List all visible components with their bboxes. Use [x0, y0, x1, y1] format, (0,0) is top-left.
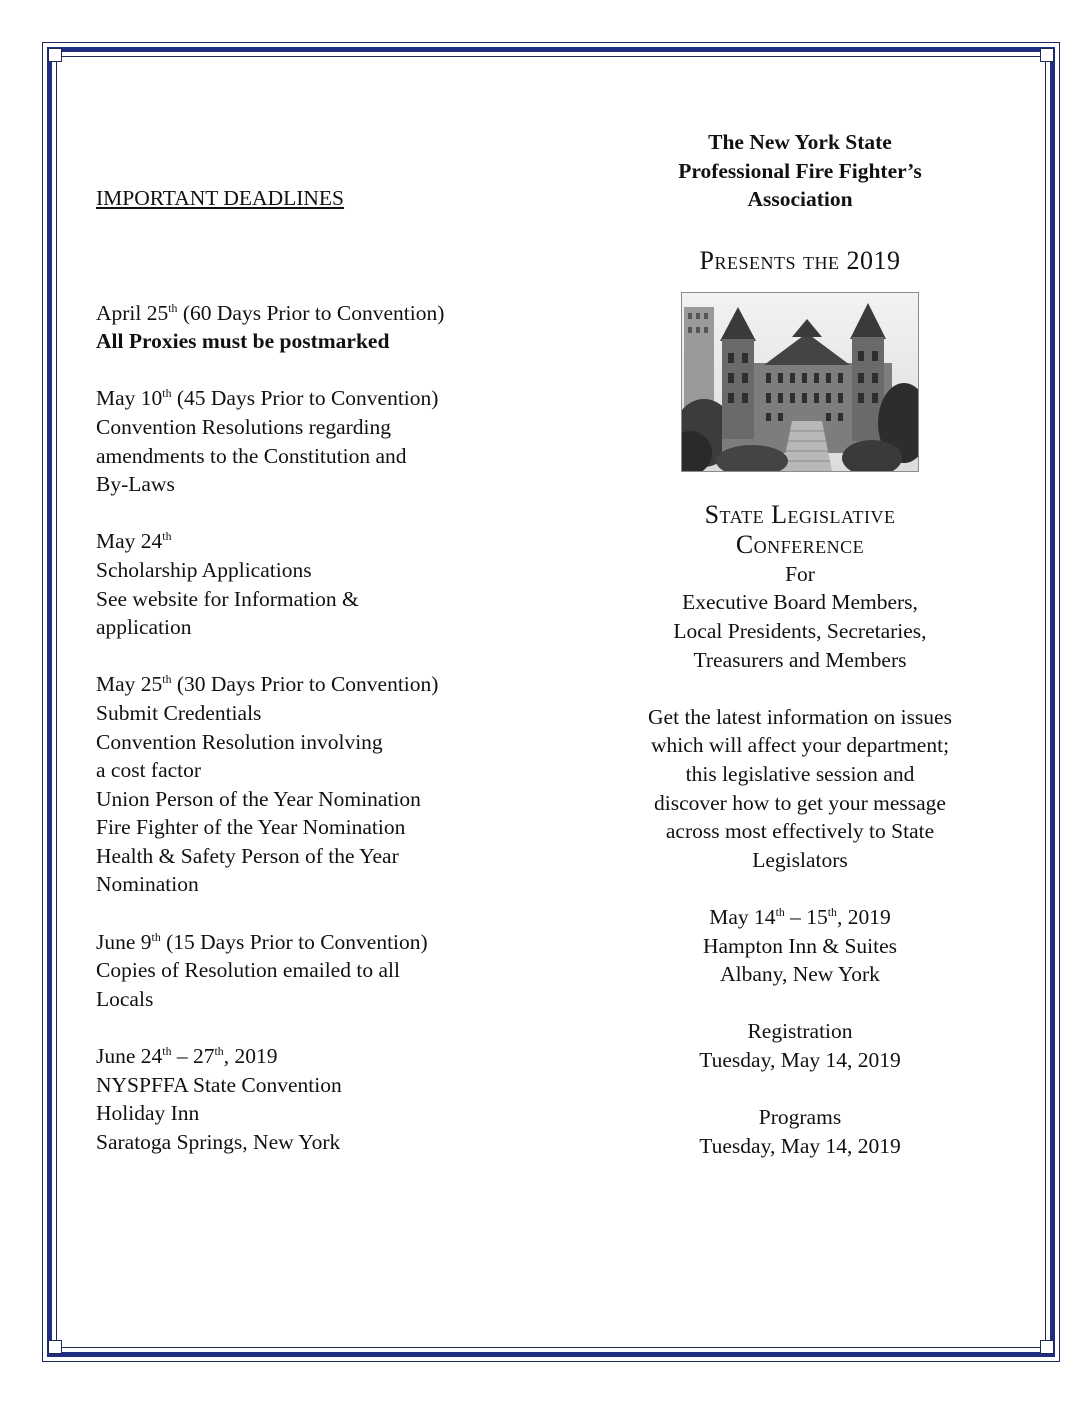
description-line: which will affect your department;	[650, 733, 950, 758]
convention-date: June 24th – 27th, 2019	[96, 1043, 278, 1069]
event-date: May 14th – 15th, 2019	[709, 904, 891, 929]
deadline-item	[96, 928, 566, 1014]
deadline-line: Union Person of the Year Nomination	[96, 786, 421, 811]
description-line: discover how to get your message	[654, 790, 946, 815]
deadline-line: Submit Credentials	[96, 700, 262, 725]
convention-line: Saratoga Springs, New York	[96, 1129, 341, 1154]
deadline-line: Locals	[96, 986, 154, 1011]
audience-line: Treasurers and Members	[693, 647, 907, 672]
programs-label: Programs	[758, 1105, 842, 1130]
deadline-line: Copies of Resolution emailed to all	[96, 958, 400, 983]
registration-date: Tuesday, May 14, 2019	[699, 1047, 901, 1072]
conference-title-line: Conference	[735, 529, 865, 559]
programs-info	[600, 1103, 1000, 1160]
org-title-line: The New York State	[708, 130, 892, 154]
deadline-item	[96, 670, 566, 899]
presents-heading: Presents the 2019	[699, 245, 901, 275]
programs-date: Tuesday, May 14, 2019	[699, 1133, 901, 1158]
deadline-date: April 25th (60 Days Prior to Convention)	[96, 300, 445, 325]
org-title	[600, 128, 1000, 214]
deadline-line: Health & Safety Person of the Year	[96, 843, 399, 868]
border-corner	[48, 1340, 62, 1354]
audience	[600, 560, 1000, 674]
conference-title-line: State Legislative	[704, 499, 896, 529]
deadline-line: Nomination	[96, 872, 199, 897]
event-venue: Hampton Inn & Suites	[702, 933, 898, 958]
deadline-date: May 25th (30 Days Prior to Convention)	[96, 672, 439, 697]
border-corner	[1040, 48, 1054, 62]
deadline-item	[96, 384, 566, 498]
deadline-date: May 24th	[96, 529, 172, 554]
deadline-line: Scholarship Applications	[96, 557, 312, 582]
deadline-date: June 9th (15 Days Prior to Convention)	[96, 929, 428, 954]
border-corner	[48, 48, 62, 62]
border-corner	[1040, 1340, 1054, 1354]
deadline-line: By-Laws	[96, 472, 175, 497]
description-line: this legislative session and	[685, 761, 915, 786]
conference-column	[600, 128, 1000, 1160]
audience-line: For	[785, 561, 815, 586]
event-info	[600, 903, 1000, 989]
event-city: Albany, New York	[720, 962, 880, 987]
registration-info	[600, 1017, 1000, 1074]
deadlines-column	[96, 184, 566, 1185]
deadline-bold-line: All Proxies must be postmarked	[96, 329, 390, 354]
org-title-line: Association	[747, 187, 853, 212]
deadline-item	[96, 527, 566, 641]
registration-label: Registration	[747, 1019, 853, 1044]
conference-title	[600, 500, 1000, 560]
org-title-line: Professional Fire Fighter’s	[678, 158, 922, 183]
description	[600, 703, 1000, 875]
audience-line: Local Presidents, Secretaries,	[673, 618, 927, 643]
convention-info	[96, 1042, 566, 1156]
deadline-line: Fire Fighter of the Year Nomination	[96, 815, 406, 840]
convention-line: NYSPFFA State Convention	[96, 1072, 342, 1097]
deadline-line: application	[96, 615, 192, 640]
deadline-line: a cost factor	[96, 758, 202, 783]
deadline-date: May 10th (45 Days Prior to Convention)	[96, 386, 439, 411]
deadline-line: See website for Information &	[96, 586, 359, 611]
description-line: Get the latest information on issues	[648, 704, 952, 729]
convention-line: Holiday Inn	[96, 1101, 200, 1126]
deadline-line: Convention Resolutions regarding	[96, 414, 391, 439]
capitol-photo	[681, 292, 919, 472]
deadlines-heading: IMPORTANT DEADLINES	[96, 186, 345, 210]
deadline-line: Convention Resolution involving	[96, 729, 383, 754]
deadline-line: amendments to the Constitution and	[96, 443, 407, 468]
deadline-item	[96, 299, 566, 356]
description-line: across most effectively to State	[665, 819, 935, 844]
audience-line: Executive Board Members,	[682, 590, 918, 615]
description-line: Legislators	[752, 847, 848, 872]
